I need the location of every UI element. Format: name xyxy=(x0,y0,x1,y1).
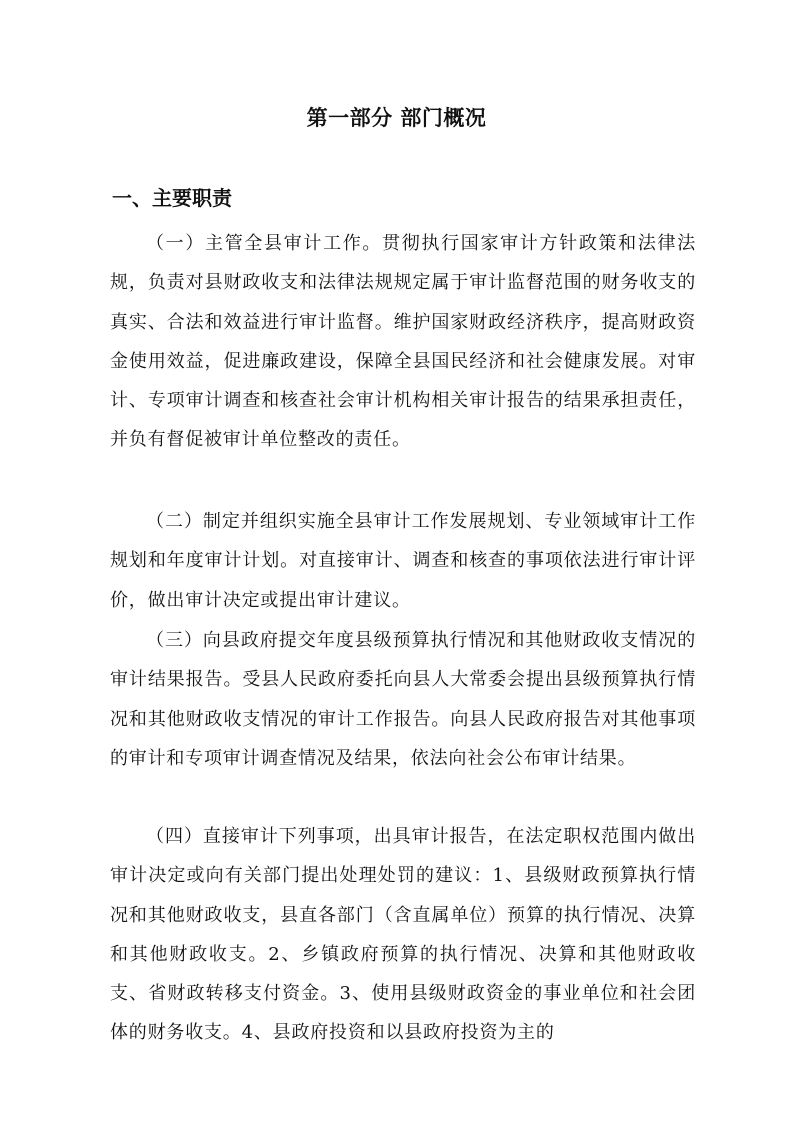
section-heading: 一、主要职责 xyxy=(112,186,232,210)
page-title: 第一部分 部门概况 xyxy=(306,106,487,130)
paragraph-1: （一）主管全县审计工作。贯彻执行国家审计方针政策和法律法规，负责对县财政收支和法律法规规定属于审计监督范围的财务收支的真实、合法和效益进行审计监督。维护国家财政经济秩序，提高财政资金使用效益，促进廉政建设，保障全县国民经济和社会健康发展。对审计、专项审计调查和核查社会审计机构相关审计报告的结果承担责任，并负有督促被审计单位整改的责任。 xyxy=(110,233,696,451)
paragraph-3: （三）向县政府提交年度县级预算执行情况和其他财政收支情况的审计结果报告。受县人民政府委托向县人大常委会提出县级预算执行情况和其他财政收支情况的审计工作报告。向县人民政府报告对其他事项的审计和专项审计调查情况及结果，依法向社会公布审计结果。 xyxy=(110,630,696,769)
paragraph-2: （二）制定并组织实施全县审计工作发展规划、专业领域审计工作规划和年度审计计划。对直接审计、调查和核查的事项依法进行审计评价，做出审计决定或提出审计建议。 xyxy=(110,511,696,611)
paragraph-4: （四）直接审计下列事项，出具审计报告，在法定职权范围内做出审计决定或向有关部门提出处理处罚的建议：1、县级财政预算执行情况和其他财政收支，县直各部门（含直属单位）预算的执行情况、决算和其他财政收支。2、乡镇政府预算的执行情况、决算和其他财政收支、省财政转移支付资金。3、使用县级财政资金的事业单位和社会团体的财务收支。4、县政府投资和以县政府投资为主的 xyxy=(110,826,696,1044)
